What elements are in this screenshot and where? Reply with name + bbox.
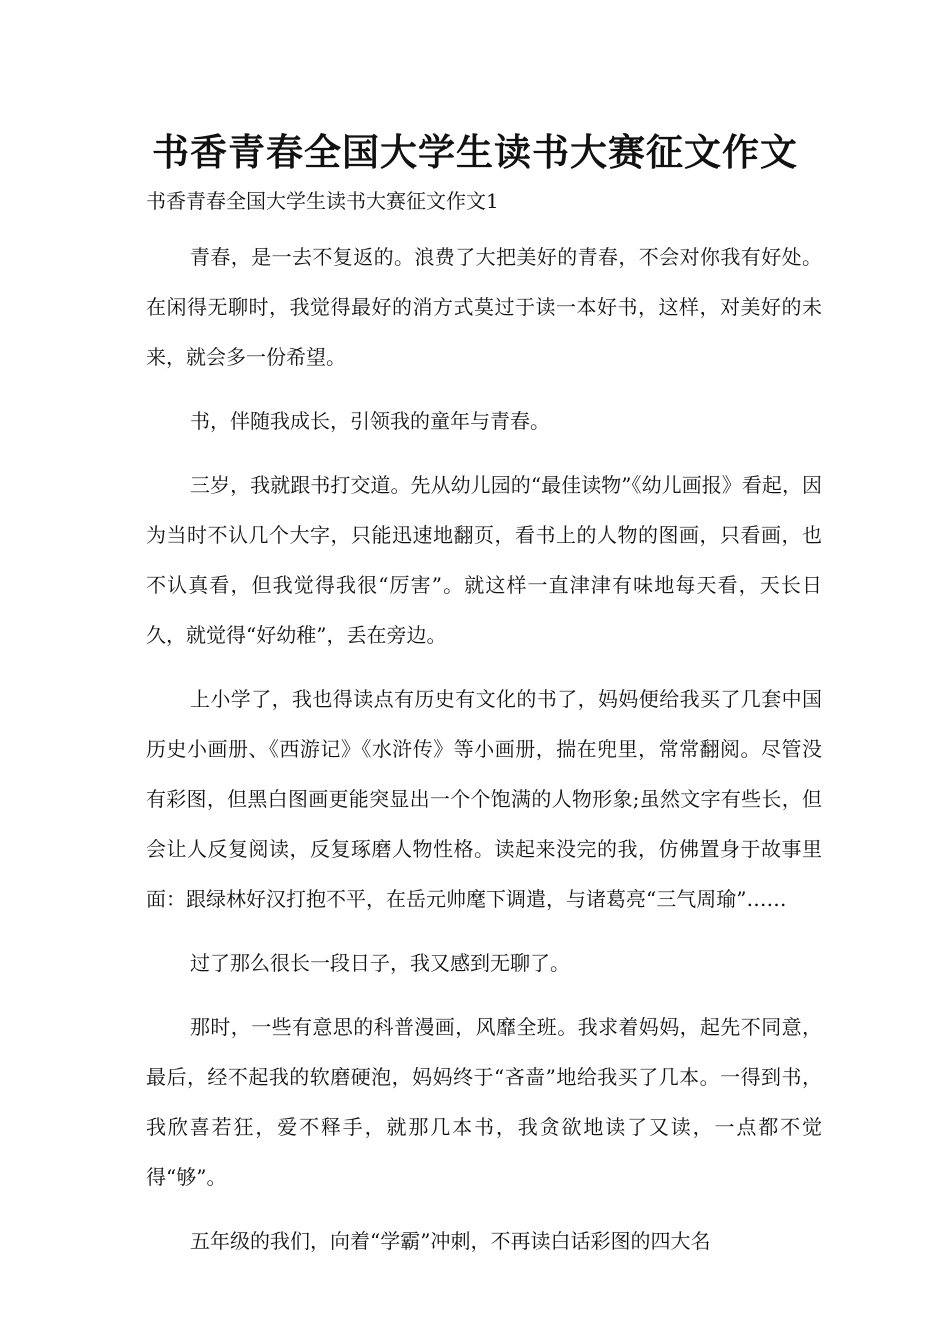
document-title: 书香青春全国大学生读书大赛征文作文 <box>152 131 798 174</box>
paragraph: 三岁，我就跟书打交道。先从幼儿园的“最佳读物”《幼儿画报》看起，因为当时不认几个大字，只能迅速地翻页，看书上的人物的图画，只看画，也不认真看，但我觉得我很“厉害”。就这样一直津津有味地每天看，天长日久，就觉得“好幼稚”，丢在旁边。 <box>146 473 822 647</box>
paragraph: 上小学了，我也得读点有历史有文化的书了，妈妈便给我买了几套中国历史小画册、《西游记》《水浒传》等小画册，揣在兜里，常常翻阅。尽管没有彩图，但黑白图画更能突显出一个个饱满的人物形象;虽然文字有些长，但会让人反复阅读，反复琢磨人物性格。读起来没完的我，仿佛置身于故事里面：跟绿林好汉打抱不平，在岳元帅麾下调遣，与诸葛亮“三气周瑜”…… <box>146 687 822 911</box>
paragraph: 书，伴随我成长，引领我的童年与青春。 <box>190 409 550 433</box>
paragraph: 青春，是一去不复返的。浪费了大把美好的青春，不会对你我有好处。在闲得无聊时，我觉得最好的消方式莫过于读一本好书，这样，对美好的未来，就会多一份希望。 <box>146 245 822 369</box>
paragraph: 过了那么很长一段日子，我又感到无聊了。 <box>190 951 570 975</box>
document-body <box>146 232 822 1266</box>
document-subtitle: 书香青春全国大学生读书大赛征文作文1 <box>146 189 499 213</box>
paragraph: 那时，一些有意思的科普漫画，风靡全班。我求着妈妈，起先不同意，最后，经不起我的软磨硬泡，妈妈终于“吝啬”地给我买了几本。一得到书，我欣喜若狂，爱不释手，就那几本书，我贪欲地读了又读，一点都不觉得“够”。 <box>146 1015 822 1189</box>
paragraph: 五年级的我们，向着“学霸”冲刺，不再读白话彩图的四大名 <box>190 1229 711 1253</box>
